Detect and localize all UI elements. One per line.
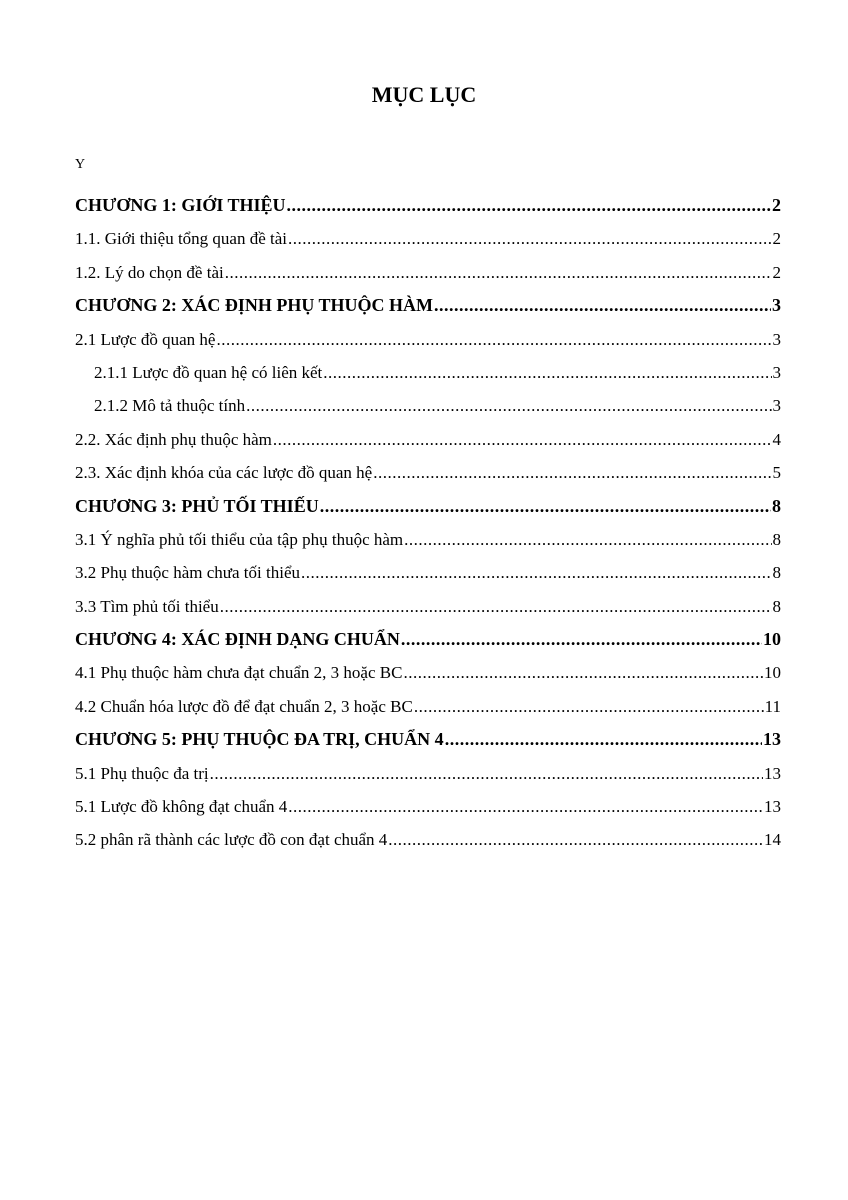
- toc-page-number: 8: [772, 563, 781, 583]
- toc-page-number: 3: [772, 362, 781, 382]
- dot-leader: [210, 757, 763, 790]
- toc-entry-title: 1.2. Lý do chọn đề tài: [75, 262, 224, 282]
- toc-entry-5-2[interactable]: [75, 823, 781, 856]
- toc-entry-5-1-b[interactable]: [75, 790, 781, 823]
- toc-page-number: 10: [764, 663, 781, 683]
- toc-entry-2-1-2[interactable]: [75, 389, 781, 422]
- toc-entry-title: 2.1.1 Lược đồ quan hệ có liên kết: [94, 362, 323, 382]
- toc-entry-5-1[interactable]: [75, 757, 781, 790]
- toc-entry-3-2[interactable]: [75, 556, 781, 589]
- dot-leader: [225, 256, 772, 289]
- toc-entry-title: 2.1.2 Mô tả thuộc tính: [94, 396, 246, 416]
- dot-leader: [388, 823, 763, 856]
- toc-entry-title: 4.1 Phụ thuộc hàm chưa đạt chuẩn 2, 3 hoặc BC: [75, 663, 403, 683]
- toc-entry-chapter-1[interactable]: [75, 189, 781, 222]
- toc-entry-3-3[interactable]: [75, 590, 781, 623]
- toc-entry-title: CHƯƠNG 2: XÁC ĐỊNH PHỤ THUỘC HÀM: [75, 295, 433, 316]
- toc-page-number: 11: [764, 696, 781, 716]
- toc-page-number: 3: [772, 295, 781, 316]
- toc-entry-chapter-4[interactable]: [75, 623, 781, 656]
- dot-leader: [287, 189, 771, 222]
- toc-entry-title: 3.3 Tìm phủ tối thiểu: [75, 596, 219, 616]
- toc-entry-chapter-3[interactable]: [75, 490, 781, 523]
- toc-entry-1-1[interactable]: [75, 222, 781, 255]
- toc-entry-4-2[interactable]: [75, 690, 781, 723]
- toc-page-number: 8: [772, 495, 781, 516]
- toc-page-number: 2: [772, 195, 781, 215]
- toc-entry-3-1[interactable]: [75, 523, 781, 556]
- dot-leader: [288, 790, 763, 823]
- stray-marker-text: Y: [75, 157, 86, 172]
- toc-entry-2-1[interactable]: [75, 323, 781, 356]
- toc-entry-title: 4.2 Chuẩn hóa lược đồ để đạt chuẩn 2, 3 hoặc BC: [75, 696, 413, 716]
- dot-leader: [414, 690, 764, 723]
- toc-entry-title: CHƯƠNG 4: XÁC ĐỊNH DẠNG CHUẨN: [75, 629, 400, 650]
- toc-entry-title: 2.3. Xác định khóa của các lược đồ quan hệ: [75, 463, 373, 483]
- dot-leader: [323, 356, 771, 389]
- dot-leader: [246, 389, 771, 422]
- toc-page-number: 8: [772, 529, 781, 549]
- toc-entry-title: CHƯƠNG 3: PHỦ TỐI THIẾU: [75, 495, 319, 516]
- toc-entry-4-1[interactable]: [75, 656, 781, 689]
- toc-page-number: 2: [772, 262, 781, 282]
- dot-leader: [373, 456, 771, 489]
- dot-leader: [301, 556, 772, 589]
- toc-entry-title: 1.1. Giới thiệu tổng quan đề tài: [75, 229, 288, 249]
- toc-page-number: 5: [772, 463, 781, 483]
- table-of-contents: [75, 189, 781, 857]
- toc-page-number: 13: [763, 729, 781, 750]
- toc-page-number: 4: [772, 429, 781, 449]
- toc-page-number: 10: [763, 629, 781, 650]
- toc-entry-title: 2.2. Xác định phụ thuộc hàm: [75, 429, 272, 449]
- toc-entry-title: 3.2 Phụ thuộc hàm chưa tối thiểu: [75, 563, 300, 583]
- toc-entry-chapter-2[interactable]: [75, 289, 781, 322]
- dot-leader: [403, 656, 763, 689]
- toc-entry-2-2[interactable]: [75, 423, 781, 456]
- toc-entry-title: 3.1 Ý nghĩa phủ tối thiểu của tập phụ thuộc hàm: [75, 529, 404, 549]
- toc-page-number: 8: [772, 596, 781, 616]
- toc-entry-chapter-5[interactable]: [75, 723, 781, 756]
- toc-entry-2-3[interactable]: [75, 456, 781, 489]
- toc-entry-title: 5.1 Lược đồ không đạt chuẩn 4: [75, 797, 288, 817]
- dot-leader: [288, 222, 771, 255]
- dot-leader: [404, 523, 771, 556]
- dot-leader: [401, 623, 762, 656]
- toc-entry-title: 2.1 Lược đồ quan hệ: [75, 329, 216, 349]
- toc-page-number: 13: [764, 797, 781, 817]
- toc-entry-1-2[interactable]: [75, 256, 781, 289]
- dot-leader: [273, 423, 772, 456]
- dot-leader: [220, 590, 772, 623]
- dot-leader: [434, 289, 771, 322]
- toc-page-number: 14: [764, 830, 781, 850]
- toc-page-number: 2: [772, 229, 781, 249]
- toc-entry-title: CHƯƠNG 5: PHỤ THUỘC ĐA TRỊ, CHUẨN 4: [75, 729, 444, 750]
- toc-entry-title: 5.2 phân rã thành các lược đồ con đạt chuẩn 4: [75, 830, 388, 850]
- toc-page-number: 13: [764, 763, 781, 783]
- toc-page-number: 3: [772, 329, 781, 349]
- page-title: MỤC LỤC: [371, 82, 477, 107]
- dot-leader: [445, 723, 762, 756]
- toc-entry-2-1-1[interactable]: [75, 356, 781, 389]
- dot-leader: [216, 323, 771, 356]
- toc-entry-title: CHƯƠNG 1: GIỚI THIỆU: [75, 195, 286, 215]
- toc-entry-title: 5.1 Phụ thuộc đa trị: [75, 763, 209, 783]
- dot-leader: [320, 490, 771, 523]
- toc-page-number: 3: [772, 396, 781, 416]
